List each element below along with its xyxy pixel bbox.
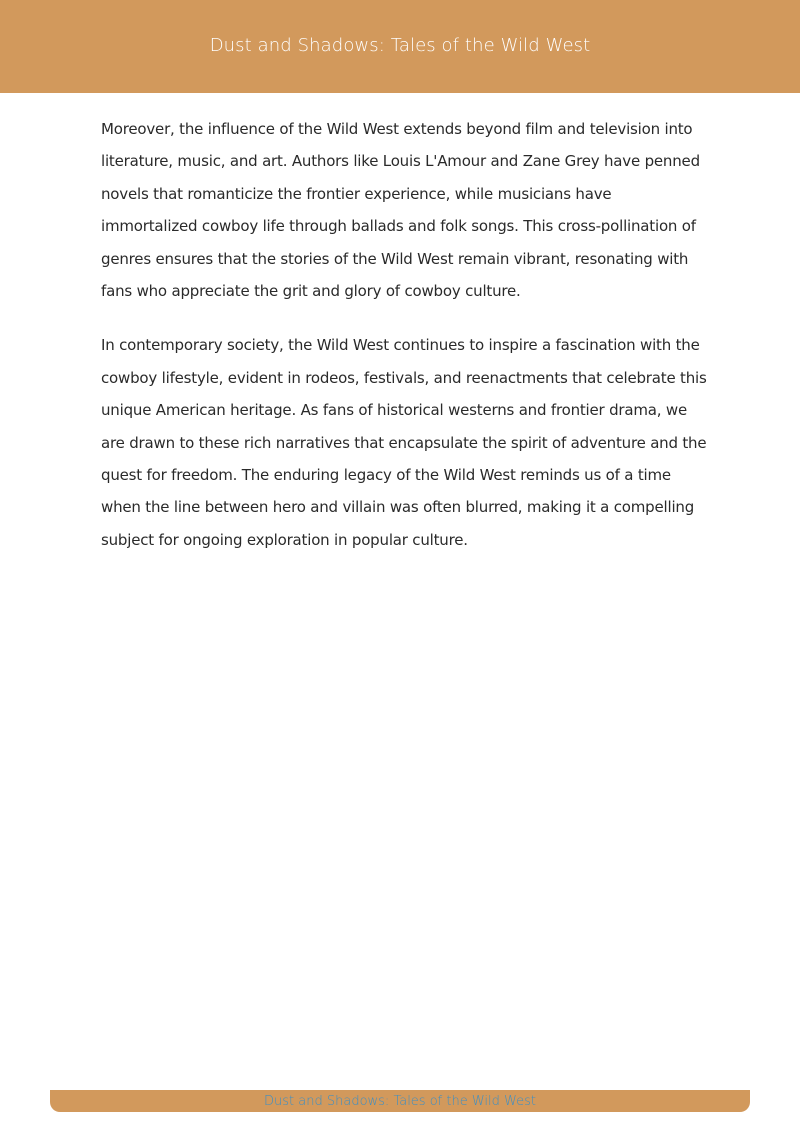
body-paragraph: In contemporary society, the Wild West continues to inspire a fascination with the cowboy lifestyle, evident in rodeos, festivals, and reenactments that celebrate this unique American heritage. As fans of historical westerns and frontier drama, we are drawn to these rich narratives that encapsulate the spirit of adventure and the quest for freedom. The enduring legacy of the Wild West reminds us of a time when the line between hero and villain was often blurred, making it a compelling subject for ongoing exploration in popular culture. — [101, 336, 707, 549]
body-paragraph: Moreover, the influence of the Wild West extends beyond film and television into literature, music, and art. Authors like Louis L'Amour and Zane Grey have penned novels that romanticize the frontier experience, while musicians have immortalized cowboy life through ballads and folk songs. This cross-pollination of genres ensures that the stories of the Wild West remain vibrant, resonating with fans who appreciate the grit and glory of cowboy culture. — [101, 120, 700, 301]
footer-title: Dust and Shadows: Tales of the Wild West — [264, 1093, 536, 1109]
document-body — [101, 113, 711, 578]
header-title: Dust and Shadows: Tales of the Wild West — [209, 35, 591, 56]
page-header — [0, 0, 800, 93]
page-footer — [50, 1090, 750, 1112]
